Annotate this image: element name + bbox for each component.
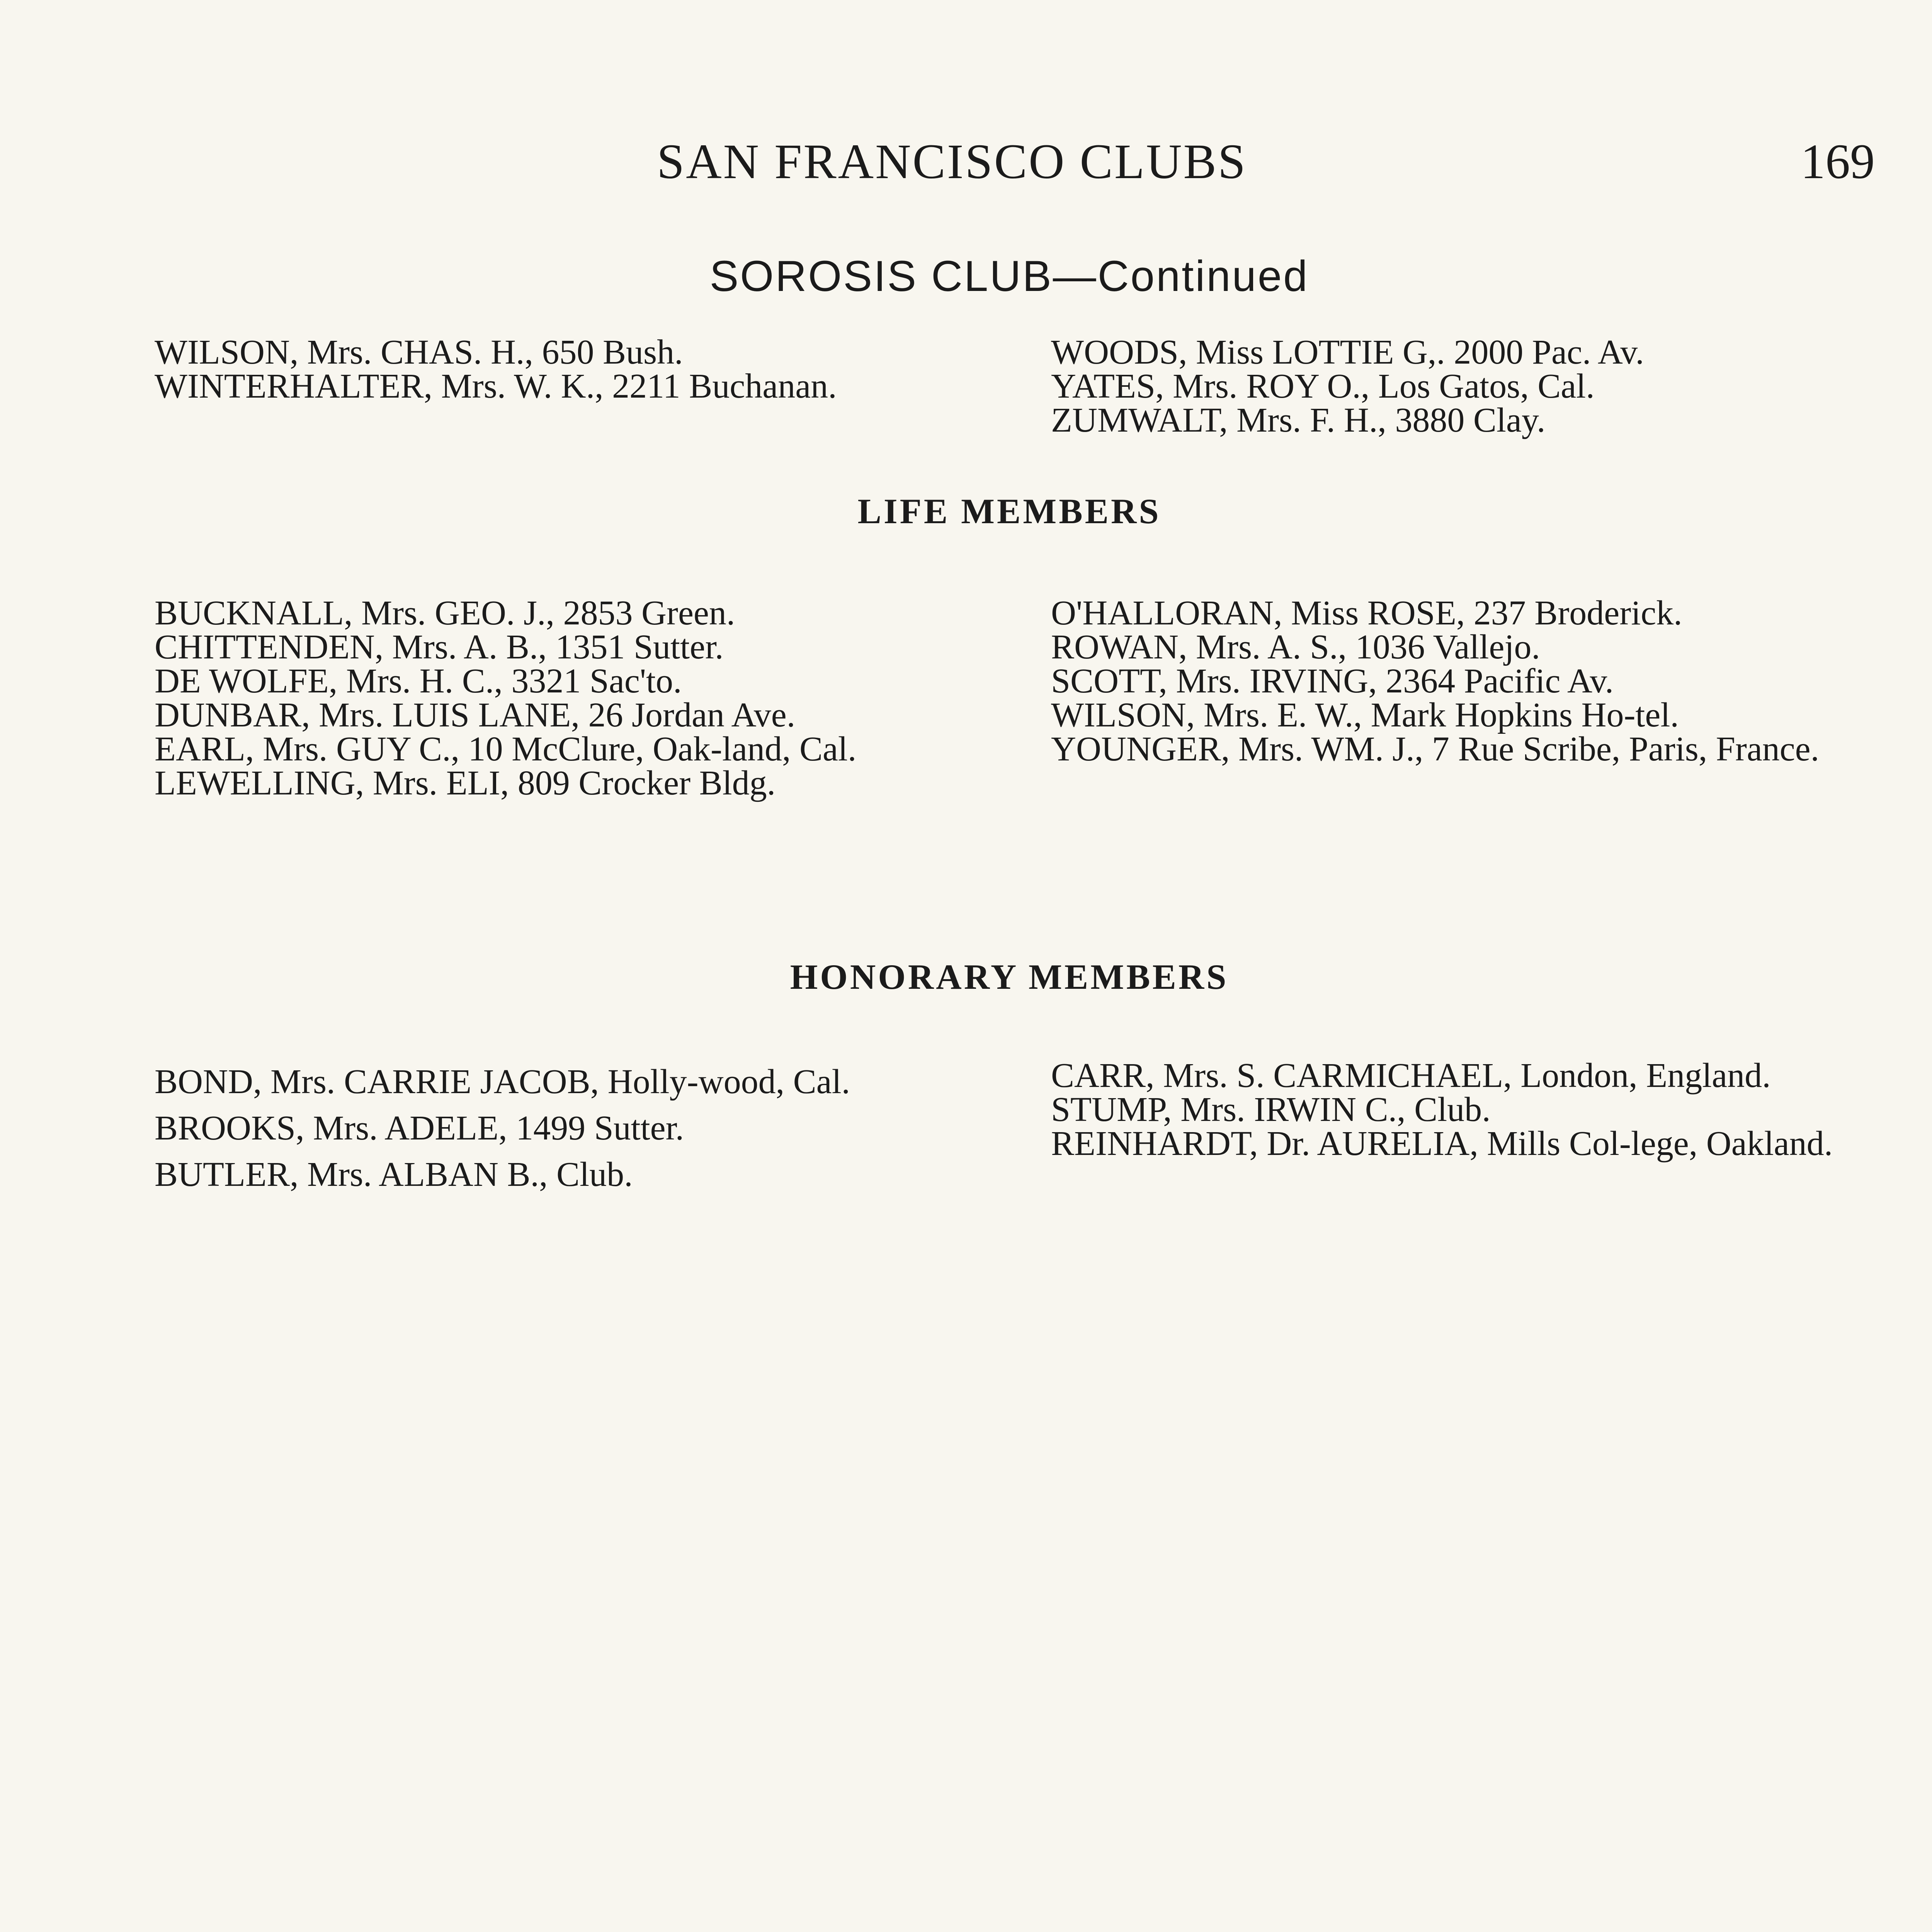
- life-members-left-column: [155, 596, 997, 800]
- section-title-honorary-members: HONORARY MEMBERS: [790, 957, 1229, 997]
- running-header: [0, 133, 1932, 195]
- life-members-right-column: [1051, 596, 1893, 766]
- member-entry: SCOTT, Mrs. IRVING, 2364 Pacific Av.: [1051, 662, 1614, 700]
- honorary-members-right-column: [1051, 1056, 1893, 1163]
- member-entry: EARL, Mrs. GUY C., 10 McClure, Oak-land, Cal.: [155, 730, 857, 768]
- member-entry: STUMP, Mrs. IRWIN C., Club.: [1051, 1090, 1491, 1129]
- running-title: SAN FRANCISCO CLUBS: [657, 134, 1247, 189]
- member-entry: O'HALLORAN, Miss ROSE, 237 Broderick.: [1051, 594, 1682, 632]
- member-entry: ZUMWALT, Mrs. F. H., 3880 Clay.: [1051, 401, 1546, 439]
- section-title-life-members: LIFE MEMBERS: [857, 492, 1161, 531]
- member-entry: CHITTENDEN, Mrs. A. B., 1351 Sutter.: [155, 628, 724, 666]
- sorosis-left-column: [155, 335, 997, 403]
- member-entry: ROWAN, Mrs. A. S., 1036 Vallejo.: [1051, 628, 1540, 666]
- member-entry: BUTLER, Mrs. ALBAN B., Club.: [155, 1155, 633, 1194]
- section-title-sorosis-club: SOROSIS CLUB—Continued: [709, 252, 1309, 300]
- member-entry: BOND, Mrs. CARRIE JACOB, Holly-wood, Cal.: [155, 1063, 850, 1101]
- honorary-members-left-column: [155, 1059, 997, 1198]
- page-number: 169: [1801, 134, 1875, 189]
- member-entry: WOODS, Miss LOTTIE G,. 2000 Pac. Av.: [1051, 333, 1644, 371]
- member-entry: REINHARDT, Dr. AURELIA, Mills Col-lege, Oakland.: [1051, 1124, 1833, 1163]
- member-entry: YATES, Mrs. ROY O., Los Gatos, Cal.: [1051, 367, 1595, 405]
- member-entry: CARR, Mrs. S. CARMICHAEL, London, England.: [1051, 1056, 1771, 1095]
- member-entry: WILSON, Mrs. E. W., Mark Hopkins Ho-tel.: [1051, 696, 1679, 734]
- member-entry: WILSON, Mrs. CHAS. H., 650 Bush.: [155, 333, 683, 371]
- sorosis-right-column: [1051, 335, 1893, 437]
- member-entry: DUNBAR, Mrs. LUIS LANE, 26 Jordan Ave.: [155, 696, 796, 734]
- member-entry: BUCKNALL, Mrs. GEO. J., 2853 Green.: [155, 594, 735, 632]
- member-entry: DE WOLFE, Mrs. H. C., 3321 Sac'to.: [155, 662, 682, 700]
- member-entry: BROOKS, Mrs. ADELE, 1499 Sutter.: [155, 1109, 684, 1147]
- member-entry: YOUNGER, Mrs. WM. J., 7 Rue Scribe, Paris, France.: [1051, 730, 1820, 768]
- member-entry: WINTERHALTER, Mrs. W. K., 2211 Buchanan.: [155, 367, 837, 405]
- member-entry: LEWELLING, Mrs. ELI, 809 Crocker Bldg.: [155, 764, 776, 802]
